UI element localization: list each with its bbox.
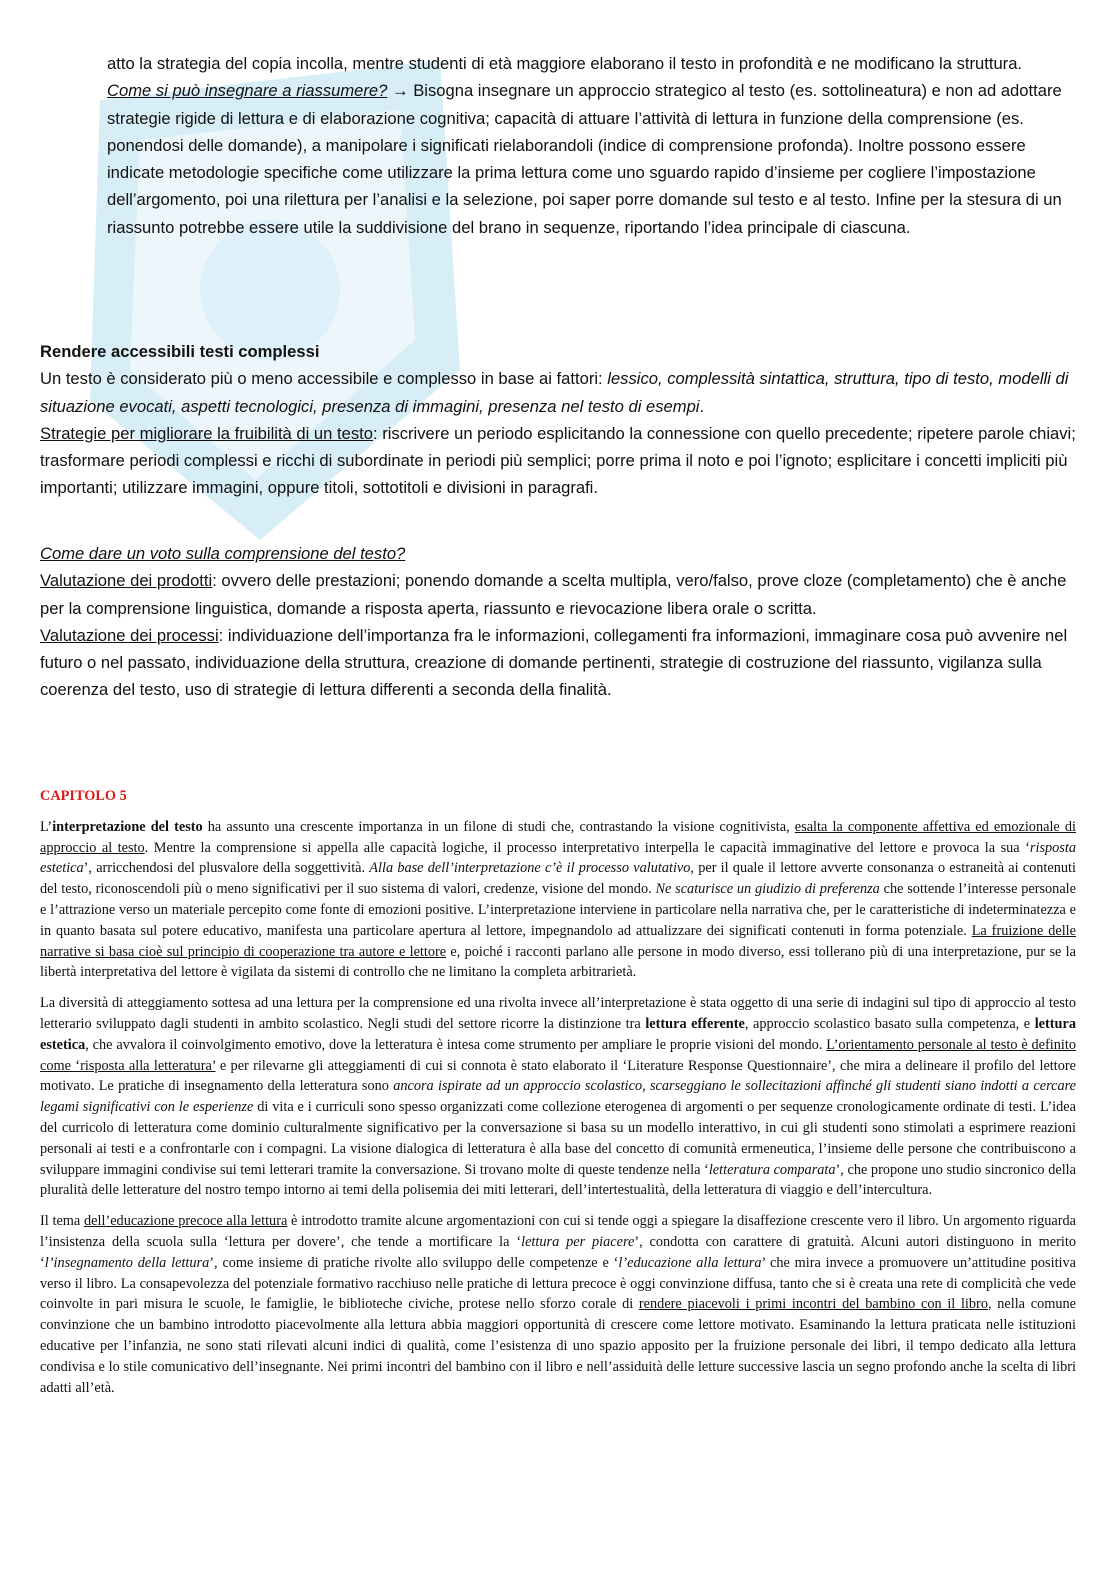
intro-block	[107, 50, 1072, 241]
accessibili-factors: Un testo è considerato più o meno accessibile e complesso in base ai fattori: lessico, complessità sintattica, struttura, tipo di testo, modelli di situazione evocati, aspetti tecnologici, presenza di immagini, presenza nel testo di esempi.	[40, 369, 1069, 416]
capitolo-section	[40, 786, 1076, 1408]
prodotti-label: Valutazione dei prodotti	[40, 571, 213, 591]
riassumere-paragraph: Come si può insegnare a riassumere? → Bisogna insegnare un approccio strategico al testo (es. sottolineatura) e non ad adottare strategie rigide di lettura e di elaborazione cognitiva; capacità di attuare l’attività di lettura in funzione della comprensione (es. ponendosi delle domande), a manipolare i significati rielaborandoli (indice di comprensione profonda). Inoltre possono essere indicate metodologie specifiche come utilizzare la prima lettura come uno sguardo rapido d’insieme per cogliere l’impostazione dell’argomento, poi una rilettura per l’analisi e la selezione, poi saper porre domande sul testo e al testo. Infine per la stesura di un riassunto potrebbe essere utile la suddivisione del brano in sequenze, riportando l’idea principale di ciascuna.	[107, 81, 1062, 237]
processi-paragraph: Valutazione dei processi: individuazione dell’importanza fra le informazioni, collegamenti fra informazioni, immaginare cosa può avvenire nel futuro o nel passato, individuazione della struttura, creazione di domande pertinenti, strategie di costruzione del riassunto, vigilanza sulla coerenza del testo, uso di strategie di lettura differenti a seconda della finalità.	[40, 625, 1068, 700]
diversita-paragraph: La diversità di atteggiamento sottesa ad una lettura per la comprensione ed una rivolta invece all’interpretazione è stata oggetto di una serie di indagini sul tipo di approccio al testo letterario sviluppato dagli studenti in ambito scolastico. Negli studi del settore ricorre la distinzione tra lettura efferente, approccio scolastico basato sulla competenza, e lettura estetica, che avvalora il coinvolgimento emotivo, dove la letteratura è intesa come strumento per ampliare le proprie visioni del mondo. L’orientamento personale al testo è definito come ‘risposta alla letteratura’ e per rilevarne gli atteggiamenti di cui si connota è stato elaborato il ‘Literature Response Questionnaire’, che mira a delineare il profilo del lettore motivato. Le pratiche di insegnamento della letteratura sono ancora ispirate ad un approccio scolastico, scarseggiano le sollecitazioni affinché gli studenti siano indotti a cercare legami significativi con le esperienze di vita e i curriculi sono spesso organizzati come collezione eterogenea di argomenti o per sequenze cronologicamente ordinate di testi. L’idea del curricolo di letteratura come dominio culturalmente significativo per la conversazione si basa su un modello interattivo, in cui gli studenti sono stimolati a esprimere reazioni personali ai testi e a confrontarle con i compagni. La visione dialogica di letteratura è alla base del concetto di comunità ermeneutica, l’insieme delle persone che contribuiscono a sviluppare immagini condivise sui temi letterari tramite la conversazione. Si trovano molte di queste tendenze nella ‘letteratura comparata’, che propone uno studio sincronico della pluralità delle letterature del nostro tempo intorno ai temi della polisemia dei miti letterari, dell’intertestualità, della letteratura di viaggio e dell’intercultura.	[40, 995, 1076, 1199]
interpretazione-paragraph: L’interpretazione del testo ha assunto una crescente importanza in un filone di studi che, contrastando la visione cognitivista, esalta la componente affettiva ed emozionale di approccio al testo. Mentre la comprensione si appella alle capacità logiche, il processo interpretativo interpella le capacità immaginative del lettore e provoca la sua ‘risposta estetica’, arricchendosi del plusvalore della soggettività. Alla base dell’interpretazione c’è il processo valutativo, per il quale il lettore avverte consonanza o estraneità ai contenuti del testo, riconoscendoli più o meno significativi per il suo sistema di valori, credenze, visione del mondo. Ne scaturisce un giudizio di preferenza che sottende l’interesse personale e l’attrazione verso un materiale percepito come fonte di emozioni positive. L’interpretazione interviene in particolare nella narrativa che, per le caratteristiche di indeterminatezza e in quanto basata sul potere educativo, manifesta una particolare apertura al lettore, impegnandolo ad attualizzare dei significati contenuti in forma potenziale. La fruizione delle narrative si basa cioè sul principio di cooperazione tra autore e lettore e, poiché i racconti parlano alle persone in modo diverso, essi tollerano più di una interpretazione, pur se la libertà interpretativa del lettore è vigilata da sistemi di controllo che ne limitano la completa arbitrarietà.	[40, 818, 1076, 981]
arrow-icon: →	[392, 81, 409, 101]
intro-paragraph: atto la strategia del copia incolla, mentre studenti di età maggiore elaborano il testo in profondità e ne modificano la struttura.	[107, 54, 1023, 73]
voto-question: Come dare un voto sulla comprensione del testo?	[40, 544, 406, 563]
riassumere-question: Come si può insegnare a riassumere?	[107, 81, 388, 101]
prodotti-paragraph: Valutazione dei prodotti: ovvero delle prestazioni; ponendo domande a scelta multipla, vero/falso, prove cloze (completamento) che è anche per la comprensione linguistica, domande a risposta aperta, riassunto e rievocazione libera orale o scritta.	[40, 571, 1067, 618]
processi-label: Valutazione dei processi	[40, 625, 219, 645]
accessibili-section	[40, 338, 1076, 502]
chapter-title: CAPITOLO 5	[40, 788, 127, 804]
educazione-precoce-paragraph: Il tema dell’educazione precoce alla lettura è introdotto tramite alcune argomentazioni con cui si tende oggi a spiegare la disaffezione crescente vero il libro. Un argomento riguarda l’insistenza della scuola sulla ‘lettura per dovere’, che tende a mortificare la ‘lettura per piacere’, condotta con carattere di gratuità. Alcuni autori distinguono in merito ‘l’insegnamento della lettura’, come insieme di pratiche rivolte allo sviluppo delle competenze e ‘l’educazione alla lettura’ che mira invece a promuovere un’attitudine positiva verso il libro. La consapevolezza del potenziale formativo racchiuso nelle pratiche di lettura precoce è oggi convinzione diffusa, tanto che si è creata una rete di complicità che vede coinvolte in pari misura le scuole, le famiglie, le biblioteche civiche, protese nello sforzo corale di rendere piacevoli i primi incontri del bambino con il libro, nella comune convinzione che un bambino introdotto piacevolmente alla lettura abbia maggiori opportunità di crescere come lettore motivato. Esaminando la lettura praticata nelle istituzioni educative per l’infanzia, ne sono stati rilevati alcuni indici di qualità, come l’esistenza di uno spazio apposito per la fruizione personale dei libri, il tempo dedicato alla lettura condivisa e lo stile comunicativo dell’insegnante. Nei primi incontri del bambino con il libro e nell’assiduità delle letture successive lascia un segno profondo anche la scelta di libri adatti all’età.	[40, 1213, 1077, 1396]
voto-section	[40, 540, 1076, 704]
accessibili-heading: Rendere accessibili testi complessi	[40, 342, 320, 361]
strategie-label: Strategie per migliorare la fruibilità di un testo	[40, 423, 373, 443]
strategie-paragraph: Strategie per migliorare la fruibilità di un testo: riscrivere un periodo esplicitando la connessione con quello precedente; ripetere parole chiavi; trasformare periodi complessi e ricchi di subordinate in periodi più semplici; porre prima il noto e poi l’ignoto; esplicitare i concetti impliciti più importanti; utilizzare immagini, oppure titoli, sottotitoli e divisioni in paragrafi.	[40, 423, 1076, 498]
